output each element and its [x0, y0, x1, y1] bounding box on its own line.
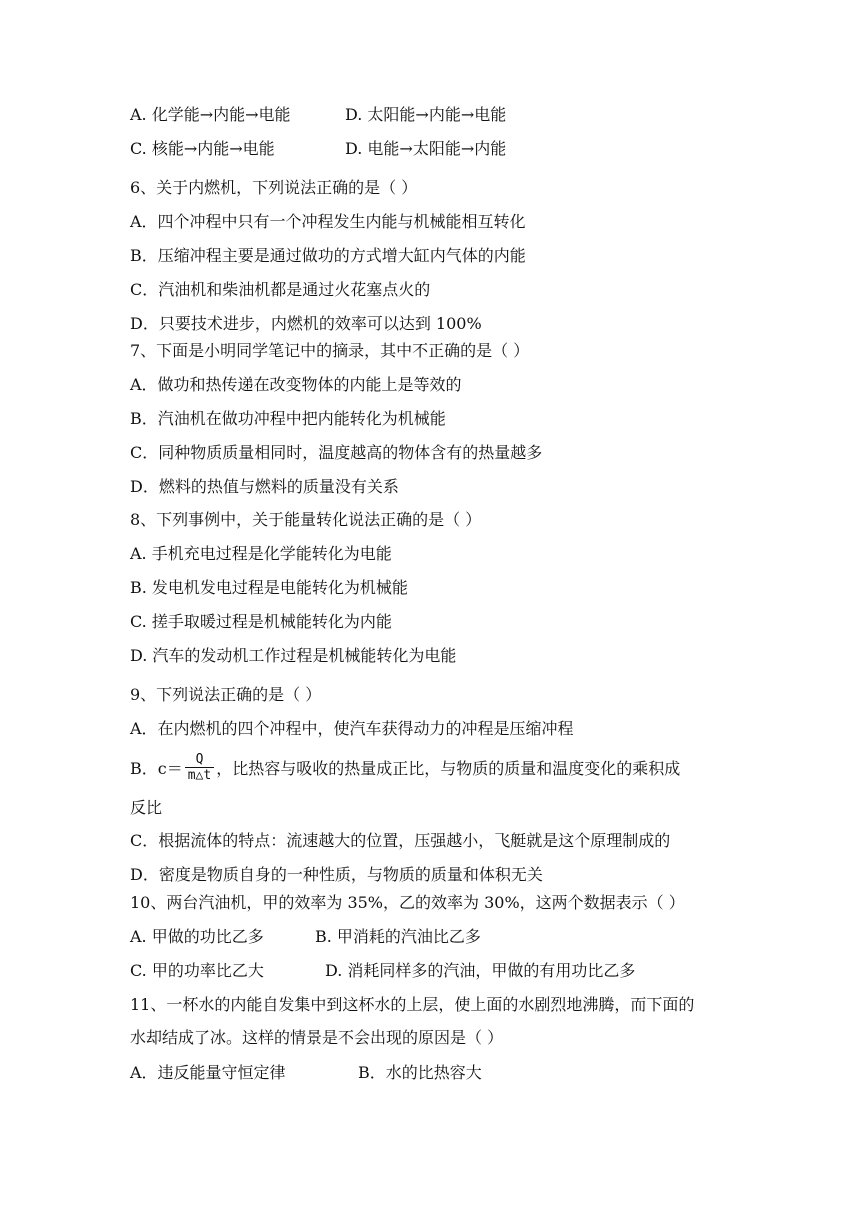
question-7-option-d: D．燃料的热值与燃料的质量没有关系 [130, 477, 399, 496]
question-11-option-b: B．水的比热容大 [358, 1063, 482, 1082]
question-8-option-b: B. 发电机发电过程是电能转化为机械能 [130, 578, 408, 597]
option-d: D. 太阳能→内能→电能 [345, 105, 507, 124]
question-7-stem: 7、下面是小明同学笔记中的摘录，其中不正确的是（ ） [130, 341, 530, 360]
question-8-option-d: D. 汽车的发动机工作过程是机械能转化为电能 [130, 646, 457, 665]
question-11-stem-continued: 水却结成了冰。这样的情景是不会出现的原因是（ ） [130, 1028, 504, 1047]
question-9-option-b [130, 752, 681, 783]
question-9-option-a: A．在内燃机的四个冲程中，使汽车获得动力的冲程是压缩冲程 [130, 719, 574, 738]
question-8-option-c: C. 搓手取暖过程是机械能转化为内能 [130, 612, 392, 631]
question-9-stem: 9、下列说法正确的是（ ） [130, 685, 322, 704]
question-7-option-b: B．汽油机在做功冲程中把内能转化为机械能 [130, 409, 446, 428]
question-6-option-d: D．只要技术进步，内燃机的效率可以达到 100% [130, 314, 482, 333]
question-9-option-b-continued: 反比 [130, 798, 163, 817]
option-d: D. 电能→太阳能→内能 [345, 139, 507, 158]
option-c: C. 核能→内能→电能 [130, 139, 275, 158]
question-6-stem: 6、关于内燃机，下列说法正确的是（ ） [130, 178, 418, 197]
question-6-option-c: C．汽油机和柴油机都是通过火花塞点火的 [130, 280, 431, 299]
question-10-option-a: A. 甲做的功比乙多 [130, 927, 264, 946]
question-11-option-a: A．违反能量守恒定律 [130, 1063, 286, 1082]
question-10-option-c: C. 甲的功率比乙大 [130, 961, 264, 980]
fraction-numerator: Q [185, 752, 214, 768]
question-9-option-c: C．根据流体的特点：流速越大的位置，压强越小，飞艇就是这个原理制成的 [130, 831, 671, 850]
question-6-option-b: B．压缩冲程主要是通过做功的方式增大缸内气体的内能 [130, 246, 526, 265]
question-10-option-d: D. 消耗同样多的汽油，甲做的有用功比乙多 [325, 961, 636, 980]
question-11-stem: 11、一杯水的内能自发集中到这杯水的上层，使上面的水剧烈地沸腾，而下面的 [130, 995, 695, 1014]
question-10-stem: 10、两台汽油机，甲的效率为 35%，乙的效率为 30%，这两个数据表示（ ） [130, 893, 685, 912]
question-10-option-b: B. 甲消耗的汽油比乙多 [315, 927, 481, 946]
formula-prefix: B．c＝ [130, 759, 183, 778]
question-8-option-a: A. 手机充电过程是化学能转化为电能 [130, 544, 392, 563]
question-8-stem: 8、下列事例中，关于能量转化说法正确的是（ ） [130, 510, 482, 529]
question-9-option-d: D．密度是物质自身的一种性质，与物质的质量和体积无关 [130, 865, 543, 884]
question-7-option-c: C．同种物质质量相同时，温度越高的物体含有的热量越多 [130, 443, 543, 462]
fraction-denominator: m△t [187, 768, 212, 783]
option-a: A. 化学能→内能→电能 [130, 105, 291, 124]
formula-suffix: ，比热容与吸收的热量成正比，与物质的质量和温度变化的乘积成 [216, 759, 681, 778]
question-7-option-a: A．做功和热传递在改变物体的内能上是等效的 [130, 375, 462, 394]
question-6-option-a: A．四个冲程中只有一个冲程发生内能与机械能相互转化 [130, 212, 526, 231]
fraction [185, 752, 214, 783]
